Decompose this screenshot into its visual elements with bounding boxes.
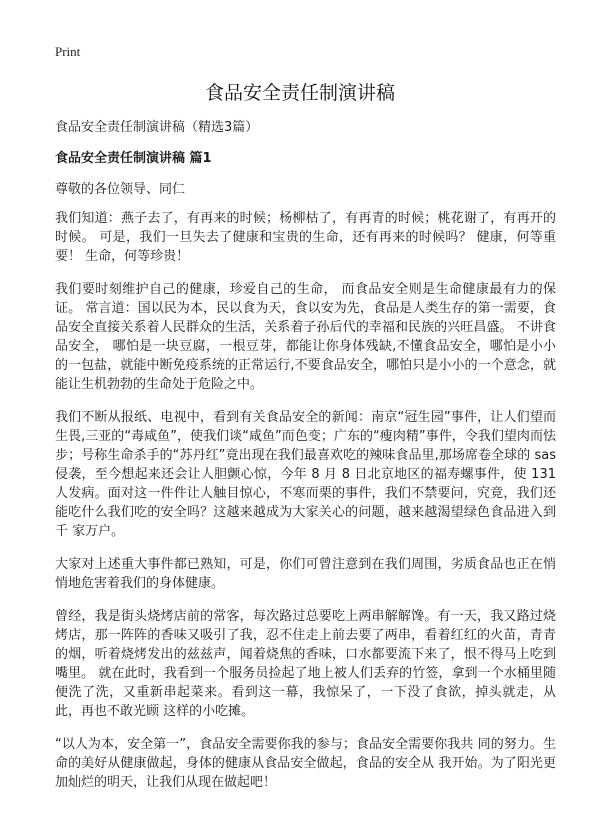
greeting: 尊敬的各位领导、同仁 xyxy=(55,182,186,197)
paragraph-4: 大家对上述重大事件都已熟知，可是，你们可曾注意到在我们周围，劣质食品也正在悄悄地危害着我们的身体健康。 xyxy=(55,557,556,591)
paragraph-1: 我们知道：燕子去了，有再来的时候；杨柳枯了，有再青的时候；桃花谢了，有再开的时候。 可是，我们一旦失去了健康和宝贵的生命，还有再来的时候吗？ 健康，何等重要！ 生命，何等珍贵！ xyxy=(55,211,556,264)
paragraph-3: 我们不断从报纸、电视中，看到有关食品安全的新闻：南京“冠生园”事件，让人们望而生畏,三亚的“毒咸鱼”，使我们谈“咸鱼”而色变；广东的“瘦肉精”事件，令我们望肉而怯步；号称生命杀手的“苏丹红”竟出现在我们最喜欢吃的辣味食品里,那场席卷全球的 sas 侵袭，至今想起来还会让人胆颤心惊，今年 8 月 8 日北京地区的福寿螺事件，使 131 人发病。面对这一件件让人触目惊心，不寒而栗的事件，我们不禁要问，究竟，我们还能吃什么我们吃的安全吗？这越来越成为大家关心的问题，越来越渴望绿色食品进入到千 家万户。 xyxy=(55,410,556,539)
print-link[interactable]: Print xyxy=(55,44,81,59)
paragraph-6: “以人为本，安全第一”，食品安全需要你我的参与；食品安全需要你我共 同的努力。生命的美好从健康做起，身体的健康从食品安全做起，食品的安全从 我开始。为了阳光更加灿烂的明天，让我们从现在做起吧！ xyxy=(55,737,556,790)
paragraph-5: 曾经，我是街头烧烤店前的常客，每次路过总要吃上两串解解馋。有一天，我又路过烧烤店，那一阵阵的香味又吸引了我，忍不住走上前去要了两串，看着红红的火苗，青青的烟，听着烧烤发出的兹兹声，闻着烧焦的香味，口水都要流下来了，恨不得马上吃到嘴里。 就在此时，我看到一个服务员捡起了地上被人们丢弃的竹签，拿到一个水桶里随便洗了洗，又重新串起菜来。看到这一幕，我惊呆了，一下没了食欲，掉头就走，从此，再也不敢光顾 这样的小吃摊。 xyxy=(55,609,556,719)
document-title: 食品安全责任制演讲稿 xyxy=(204,82,395,104)
speech-body xyxy=(55,209,556,806)
section-heading: 食品安全责任制演讲稿 篇1 xyxy=(55,151,212,166)
document-subtitle: 食品安全责任制演讲稿（精选3篇） xyxy=(55,120,259,135)
paragraph-2: 我们要时刻维护自己的健康，珍爱自己的生命， 而食品安全则是生命健康最有力的保证。 常言道：国以民为本，民以食为天，食以安为先，食品是人类生存的第一需要，食品安全直接关系着人民群众的生活，关系着子孙后代的幸福和民族的兴旺昌盛。 不讲食品安全， 哪怕是一块豆腐，一根豆芽，都能让你身体残缺,不懂食品安全，哪怕是小小的一包盐，就能中断免疫系统的正常运行,不要食品安全，哪怕只是小小的一个意念，就能让生机勃勃的生命处于危险之中。 xyxy=(55,282,556,392)
